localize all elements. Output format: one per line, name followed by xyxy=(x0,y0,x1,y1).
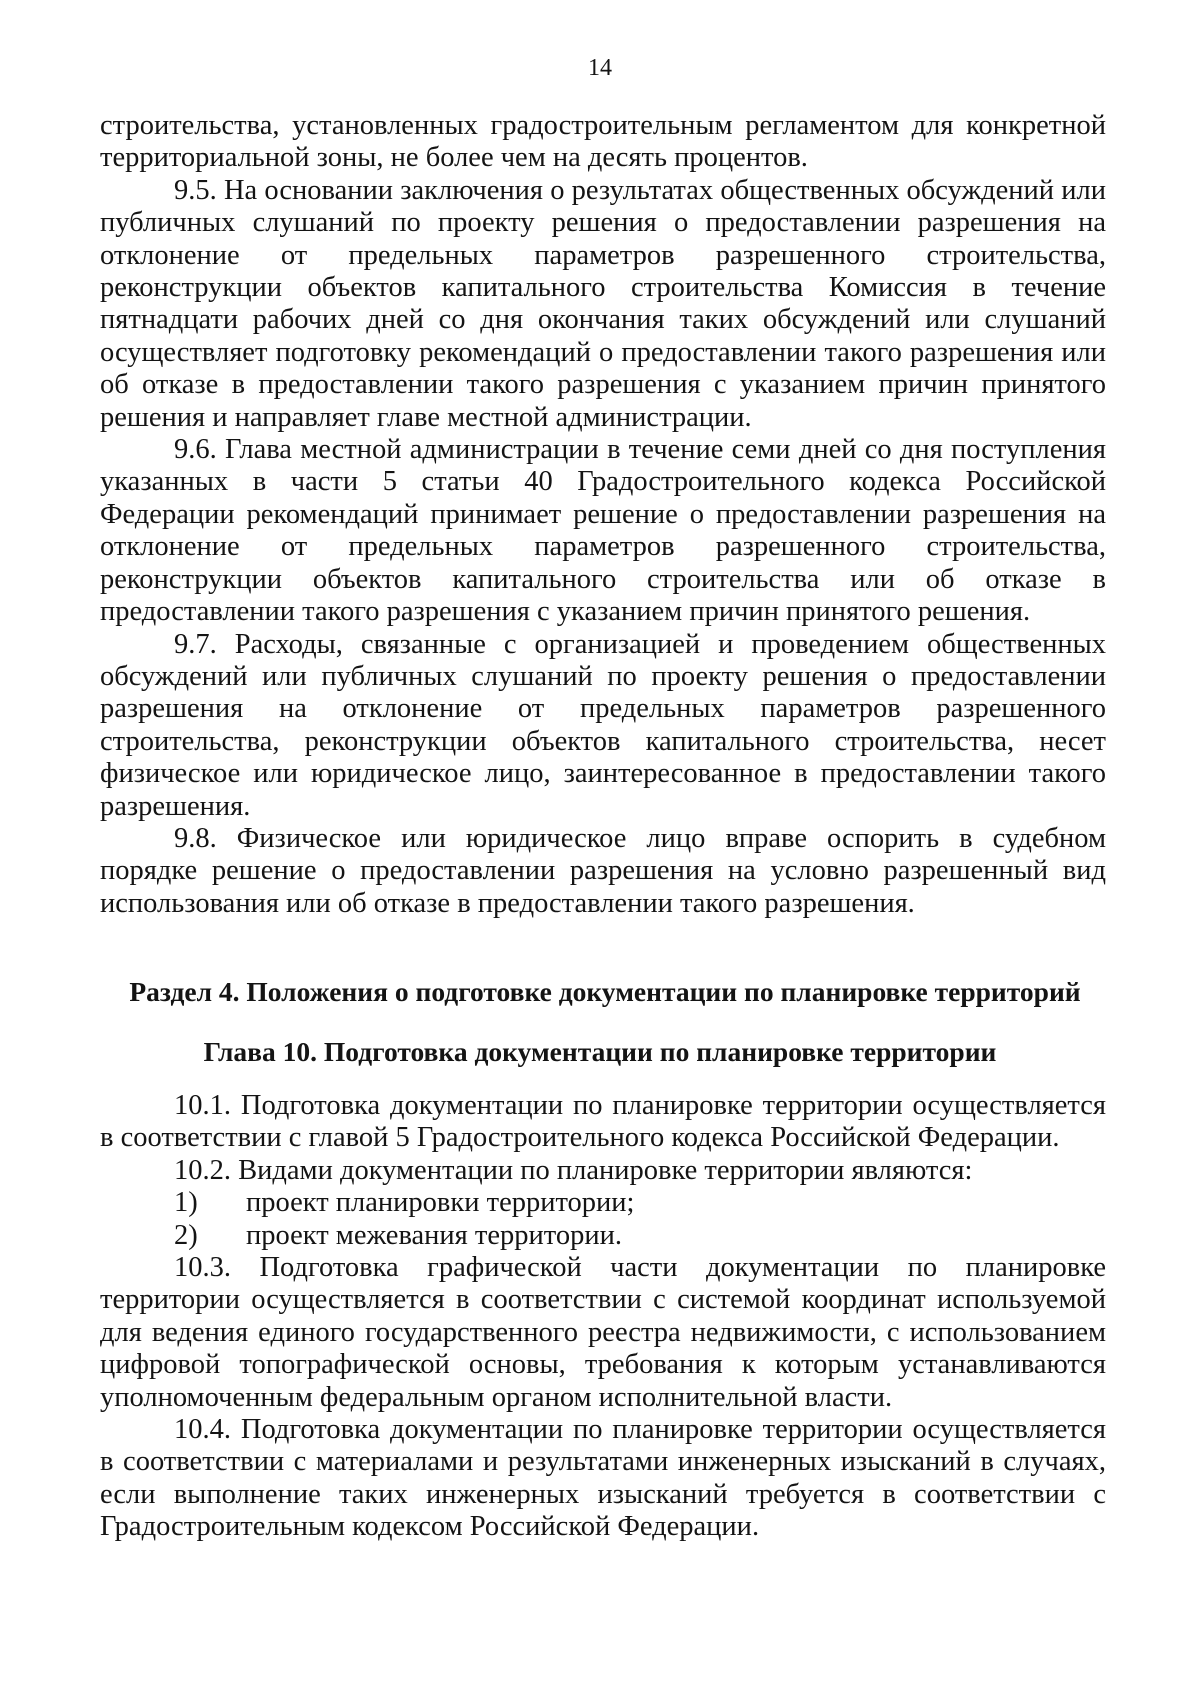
list-marker: 2) xyxy=(174,1219,198,1251)
paragraph-9-5: 9.5. На основании заключения о результатах общественных обсуждений или публичных слушаний по проекту решения о предоставлении разрешения на отклонение от предельных параметров разрешенного строительства, реконструкции объектов капитального строительства Комиссия в течение пятнадцати рабочих дней со дня окончания таких обсуждений или слушаний осуществляет подготовку рекомендаций о предоставлении такого разрешения или об отказе в предоставлении такого разрешения с указанием причин принятого решения и направляет главе местной администрации. xyxy=(100,174,1106,433)
paragraph-continuation: строительства, установленных градостроительным регламентом для конкретной территориальной зоны, не более чем на десять процентов. xyxy=(100,110,1106,174)
list-item xyxy=(100,1187,1106,1219)
paragraph-10-3: 10.3. Подготовка графической части документации по планировке территории осуществляется в соответствии с системой координат используемой для ведения единого государственного реестра недвижимости, с использованием цифровой топографической основы, требования к которым устанавливаются уполномоченным федеральным органом исполнительной власти. xyxy=(100,1252,1106,1413)
paragraph-10-4: 10.4. Подготовка документации по планировке территории осуществляется в соответствии с материалами и результатами инженерных изысканий в случаях, если выполнение таких инженерных изысканий требуется в соответствии с Градостроительным кодексом Российской Федерации. xyxy=(100,1414,1106,1543)
document-body-bottom xyxy=(100,1090,1106,1544)
paragraph-9-6: 9.6. Глава местной администрации в течение семи дней со дня поступления указанных в части 5 статьи 40 Градостроительного кодекса Российской Федерации рекомендаций принимает решение о предоставлении разрешения на отклонение от предельных параметров разрешенного строительства, реконструкции объектов капитального строительства или об отказе в предоставлении такого разрешения с указанием причин принятого решения. xyxy=(100,434,1106,628)
paragraph-9-8: 9.8. Физическое или юридическое лицо вправе оспорить в судебном порядке решение о предоставлении разрешения на условно разрешенный вид использования или об отказе в предоставлении такого разрешения. xyxy=(100,822,1106,919)
paragraph-10-2: 10.2. Видами документации по планировке территории являются: xyxy=(174,1154,973,1186)
paragraph-10-1: 10.1. Подготовка документации по планировке территории осуществляется в соответствии с главой 5 Градостроительного кодекса Российской Федерации. xyxy=(100,1090,1106,1154)
list-text: проект межевания территории. xyxy=(246,1219,622,1251)
list-marker: 1) xyxy=(174,1187,198,1219)
chapter-heading: Глава 10. Подготовка документации по планировке территории xyxy=(203,1036,997,1067)
page-number: 14 xyxy=(588,55,612,81)
paragraph-9-7: 9.7. Расходы, связанные с организацией и проведением общественных обсуждений или публичных слушаний по проекту решения о предоставлении разрешения на отклонение от предельных параметров разрешенного строительства, реконструкции объектов капитального строительства, несет физическое или юридическое лицо, заинтересованное в предоставлении такого разрешения. xyxy=(100,628,1106,822)
list-text: проект планировки территории; xyxy=(246,1187,635,1219)
list-item xyxy=(100,1220,1106,1252)
document-body-top xyxy=(100,110,1106,920)
section-heading: Раздел 4. Положения о подготовке документации по планировке территорий xyxy=(129,976,1081,1007)
